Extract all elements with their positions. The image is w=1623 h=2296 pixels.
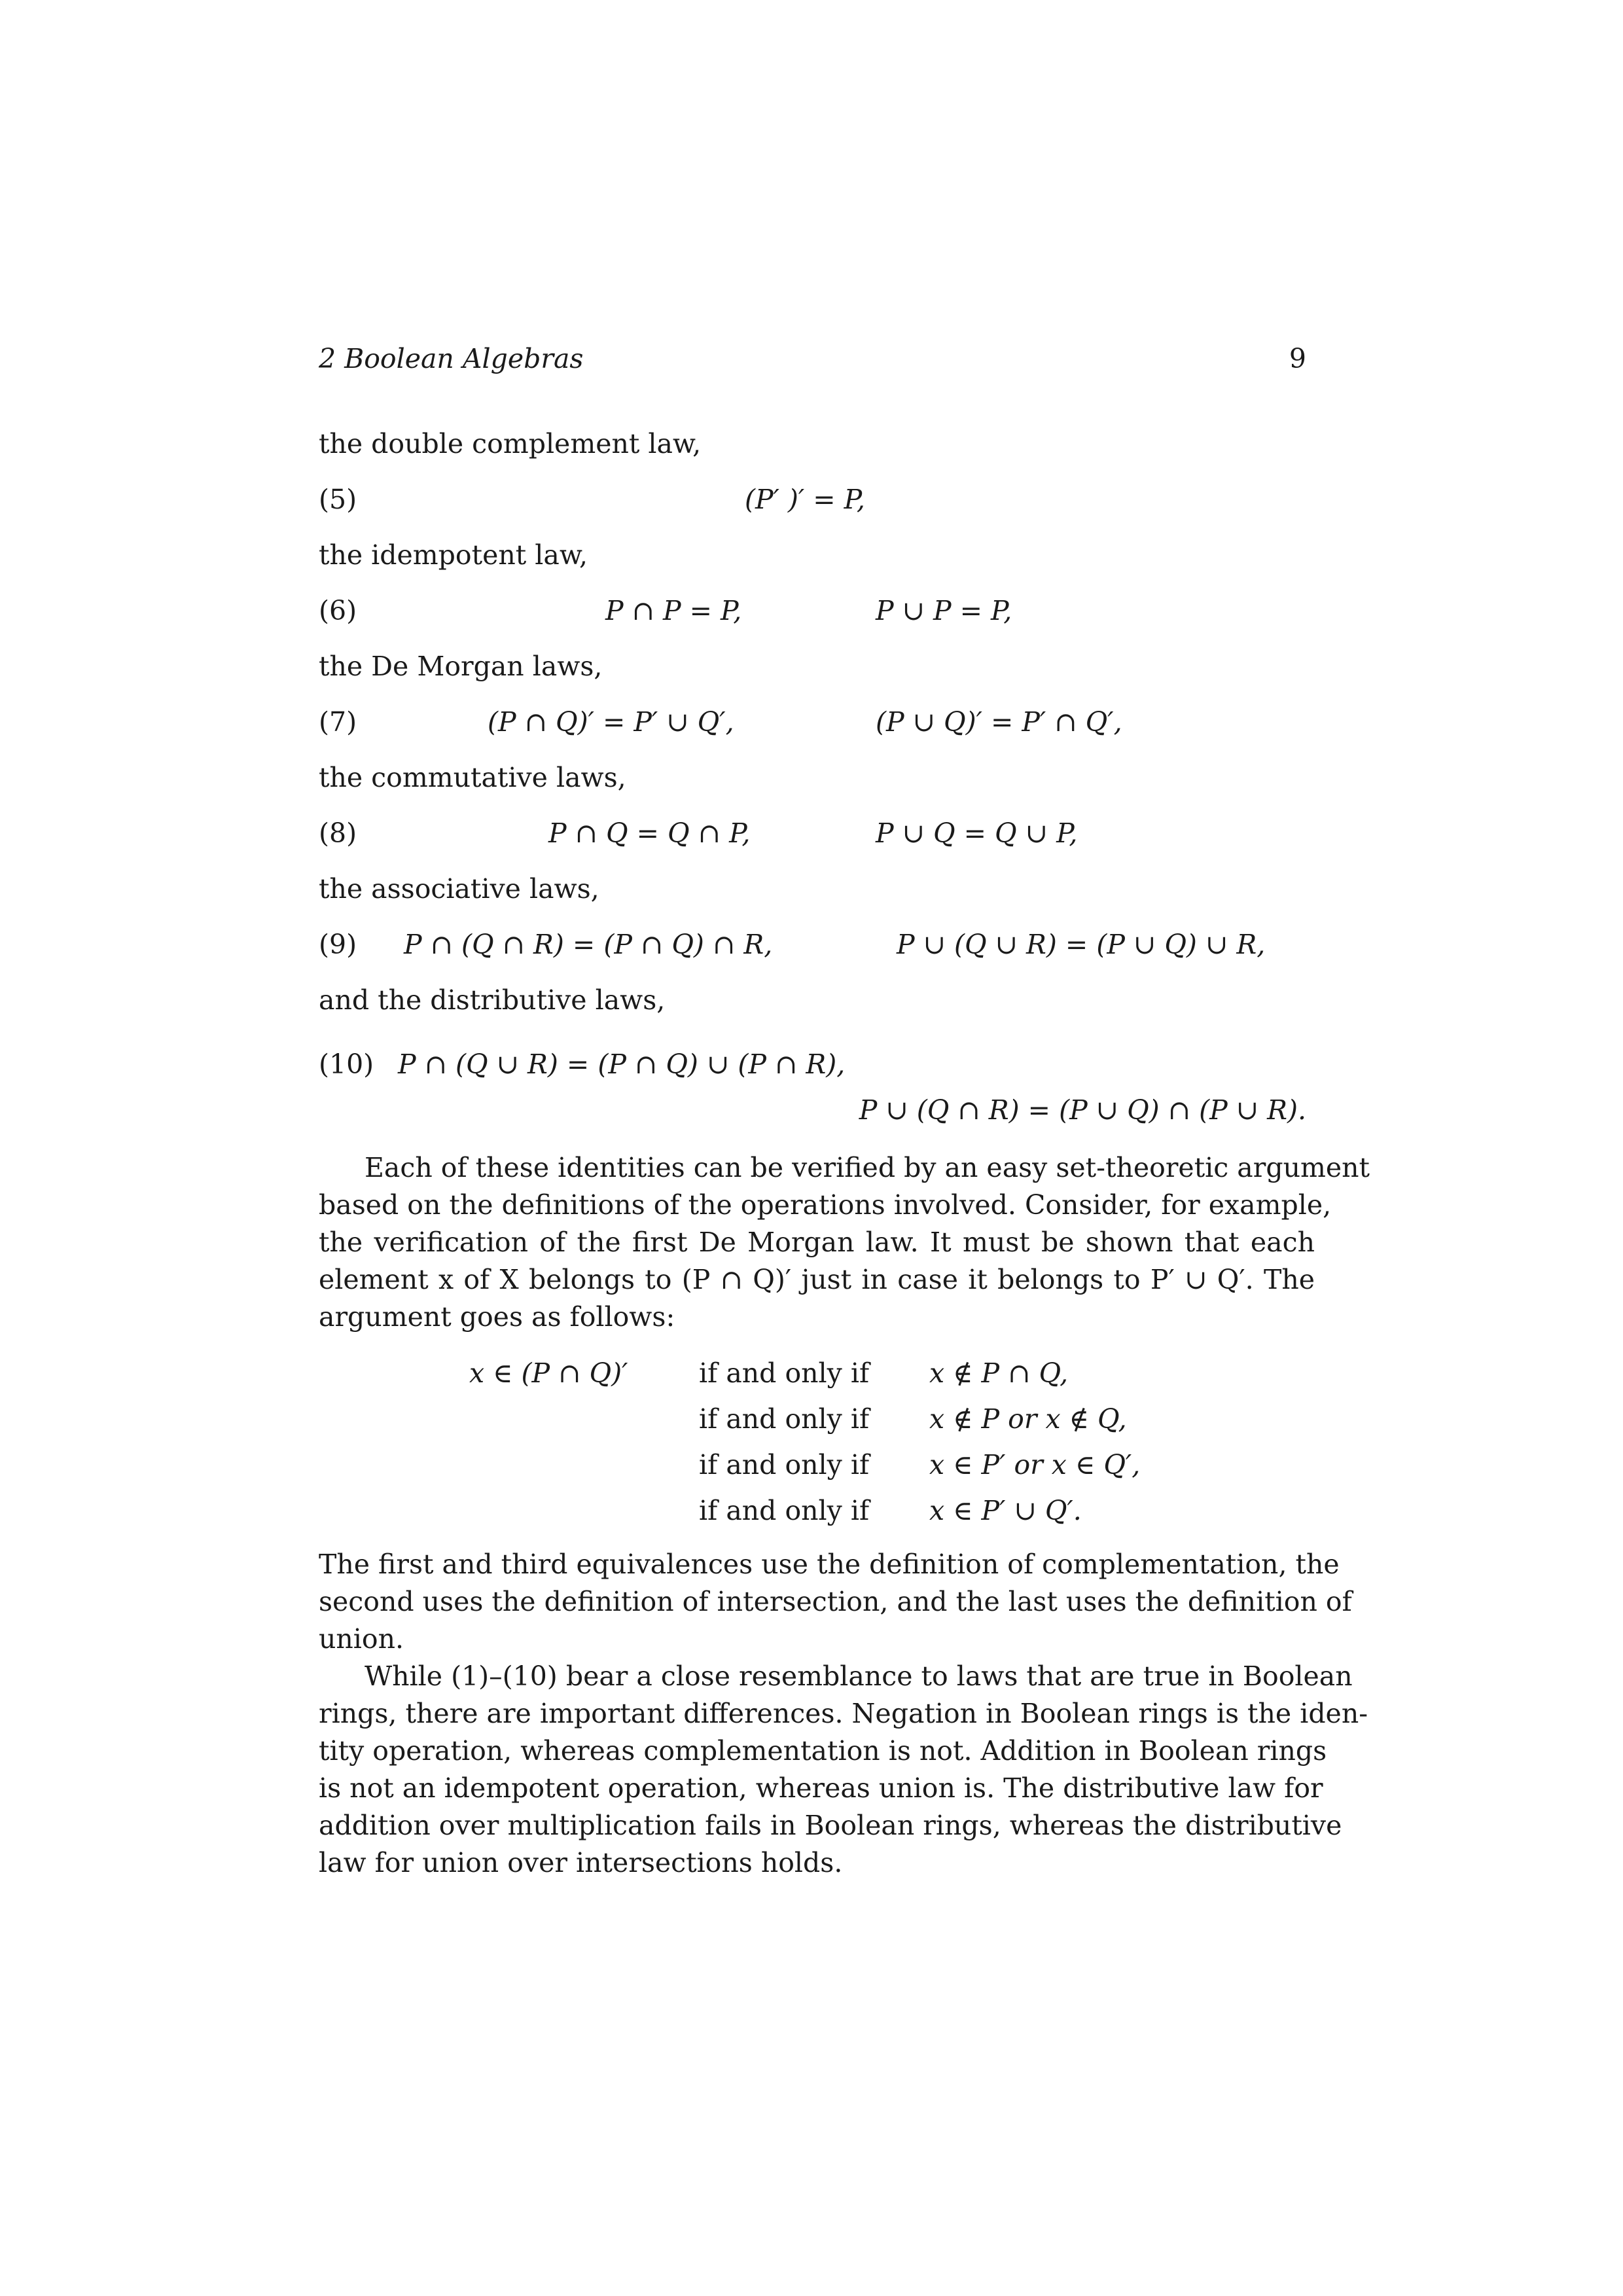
paragraph-line: based on the definitions of the operations involved. Consider, for example, [319, 1189, 1332, 1221]
equation-6-left: P ∩ P = P, [605, 595, 742, 626]
paragraph-equivalences [319, 1546, 1352, 1658]
equation-7-left: (P ∩ Q)′ = P′ ∪ Q′, [488, 706, 734, 738]
paragraph-line: Each of these identities can be verified by an easy set-theoretic argument [365, 1152, 1370, 1183]
derivation-step: x ∈ P′ ∪ Q′. [929, 1495, 1082, 1526]
commutative-intro: the commutative laws, [319, 762, 626, 793]
equation-10-right: P ∪ (Q ∩ R) = (P ∪ Q) ∩ (P ∪ R). [859, 1094, 1306, 1126]
equation-number-5: (5) [319, 484, 357, 515]
paragraph-line: argument goes as follows: [319, 1301, 675, 1333]
derivation-step: x ∈ P′ or x ∈ Q′, [929, 1449, 1141, 1480]
paragraph-line: is not an idempotent operation, whereas union is. The distributive law for [319, 1772, 1323, 1804]
equation-10-left: P ∩ (Q ∪ R) = (P ∩ Q) ∪ (P ∩ R), [398, 1049, 846, 1080]
derivation-connective: if and only if [699, 1449, 870, 1480]
equation-9-right: P ∪ (Q ∪ R) = (P ∪ Q) ∪ R, [897, 929, 1266, 960]
equation-number-8: (8) [319, 817, 357, 849]
derivation-step: x ∉ P ∩ Q, [929, 1357, 1069, 1389]
paragraph-line: rings, there are important differences. Negation in Boolean rings is the iden- [319, 1698, 1368, 1729]
derivation-step: x ∉ P or x ∉ Q, [929, 1403, 1127, 1435]
double-complement-intro: the double complement law, [319, 428, 702, 459]
paragraph-line: tity operation, whereas complementation is not. Addition in Boolean rings [319, 1735, 1327, 1767]
equation-8-left: P ∩ Q = Q ∩ P, [548, 817, 751, 849]
equation-5: (P′ )′ = P, [745, 484, 865, 515]
derivation-connective: if and only if [699, 1495, 870, 1526]
equation-6-right: P ∪ P = P, [876, 595, 1012, 626]
paragraph-line: the verification of the first De Morgan law. It must be shown that each [319, 1227, 1315, 1258]
paragraph-line: element x of X belongs to (P ∩ Q)′ just in case it belongs to P′ ∪ Q′. The [319, 1264, 1315, 1295]
paragraph-line: law for union over intersections holds. [319, 1847, 843, 1878]
equation-number-6: (6) [319, 595, 357, 626]
equation-8-right: P ∪ Q = Q ∪ P, [876, 817, 1078, 849]
paragraph-line: The first and third equivalences use the definition of complementation, the [319, 1549, 1340, 1580]
paragraph-line: second uses the definition of intersection, and the last uses the definition of [319, 1586, 1352, 1617]
equation-number-10: (10) [319, 1049, 374, 1080]
paragraph-line: While (1)–(10) bear a close resemblance to laws that are true in Boolean [365, 1660, 1353, 1692]
running-title: 2 Boolean Algebras [319, 343, 584, 374]
de-morgan-intro: the De Morgan laws, [319, 651, 603, 682]
distributive-intro: and the distributive laws, [319, 984, 666, 1016]
paragraph-differences [319, 1658, 1368, 1882]
paragraph-verification [319, 1149, 1370, 1336]
page-number: 9 [1289, 343, 1306, 374]
idempotent-intro: the idempotent law, [319, 539, 588, 571]
associative-intro: the associative laws, [319, 873, 599, 905]
derivation-connective: if and only if [699, 1357, 870, 1389]
equation-number-7: (7) [319, 706, 357, 738]
derivation-connective: if and only if [699, 1403, 870, 1435]
paragraph-line: addition over multiplication fails in Boolean rings, whereas the distributive [319, 1810, 1342, 1841]
equation-9-left: P ∩ (Q ∩ R) = (P ∩ Q) ∩ R, [404, 929, 773, 960]
derivation-lhs: x ∈ (P ∩ Q)′ [469, 1357, 628, 1389]
equation-7-right: (P ∪ Q)′ = P′ ∩ Q′, [876, 706, 1122, 738]
equation-number-9: (9) [319, 929, 357, 960]
paragraph-line: union. [319, 1623, 404, 1655]
